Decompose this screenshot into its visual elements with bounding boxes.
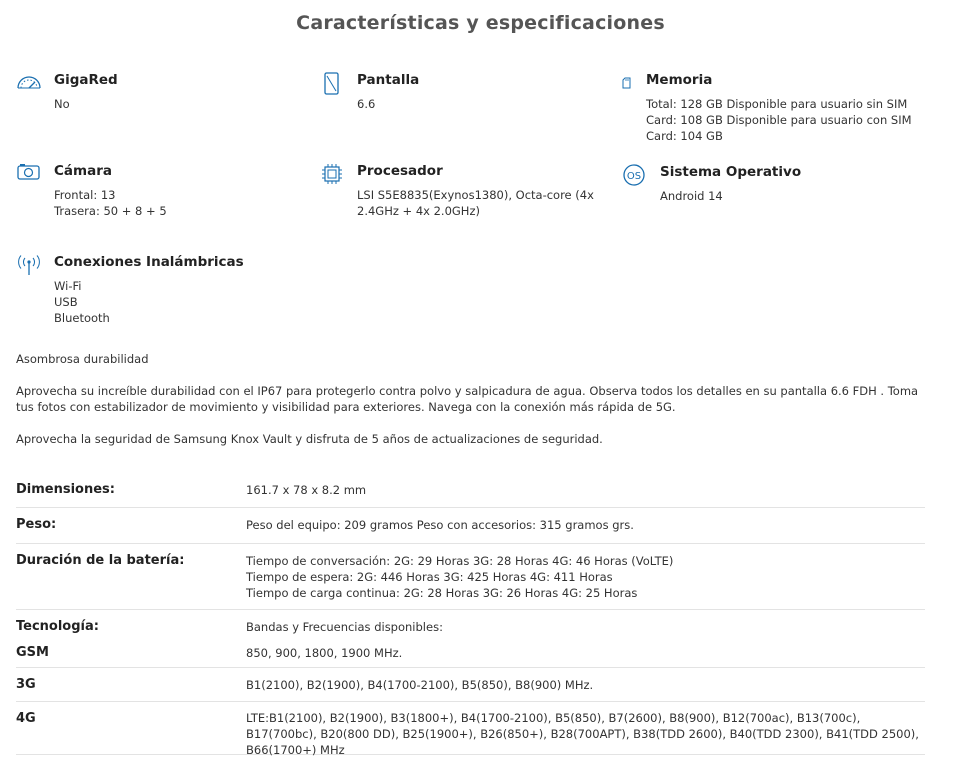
feature-value	[54, 96, 70, 112]
description-paragraph-2: Aprovecha la seguridad de Samsung Knox Vault y disfruta de 5 años de actualizaciones de seguridad.	[16, 432, 603, 446]
spec-row-4g	[16, 702, 925, 755]
spec-value-line: Tiempo de espera: 2G: 446 Horas 3G: 425 Horas 4G: 411 Horas	[246, 570, 613, 584]
spec-label: Dimensiones:	[16, 482, 115, 497]
feature-value-line: Card: 108 GB Disponible para usuario con SIM	[646, 113, 912, 127]
spec-value: Peso del equipo: 209 gramos Peso con accesorios: 315 gramos grs.	[246, 518, 634, 532]
chip-icon	[319, 163, 345, 185]
spec-label: Peso:	[16, 517, 57, 532]
svg-text:OS: OS	[626, 171, 642, 182]
spec-label-gsm: GSM	[16, 645, 49, 660]
feature-value	[357, 96, 375, 112]
specs-table	[16, 476, 925, 755]
feature-value-line: 2.4GHz + 4x 2.0GHz)	[357, 204, 480, 218]
spec-value: B1(2100), B2(1900), B4(1700-2100), B5(850), B8(900) MHz.	[246, 678, 594, 692]
antenna-icon	[16, 254, 42, 276]
camera-icon	[16, 163, 42, 185]
feature-value	[357, 187, 594, 219]
spec-value: 161.7 x 78 x 8.2 mm	[246, 483, 367, 497]
feature-value	[54, 187, 167, 219]
spec-row-3g	[16, 668, 925, 702]
feature-value-line: Wi-Fi	[54, 279, 82, 293]
spec-value-gsm: 850, 900, 1800, 1900 MHz.	[246, 646, 403, 660]
feature-value-line: No	[54, 97, 70, 111]
feature-value-line: Frontal: 13	[54, 188, 116, 202]
feature-name: Cámara	[54, 163, 112, 179]
feature-name: Memoria	[646, 72, 713, 88]
memory-card-icon	[608, 72, 634, 94]
feature-name: Procesador	[357, 163, 443, 179]
spec-value	[246, 553, 926, 601]
spec-row-dimensions	[16, 476, 925, 508]
spec-label: 4G	[16, 711, 36, 726]
spec-value: Bandas y Frecuencias disponibles:	[246, 620, 443, 634]
description-paragraph-1: Aprovecha su increíble durabilidad con el IP67 para protegerlo contra polvo y salpicadura de agua. Observa todos los detalles en su pantalla 6.6 FDH . Toma tus fotos con estabilizador de movimiento y visibilidad para exteriores. Navega con la conexión más rápida de 5G.	[16, 384, 919, 414]
spec-value: LTE:B1(2100), B2(1900), B3(1800+), B4(1700-2100), B5(850), B7(2600), B8(900), B12(700ac), B13(700c), B17(700bc), B20(800 DD), B25(1900+), B26(850+), B28(700APT), B38(TDD 2600), B40(TDD 2300), B41(TDD 2500), B66(1700+) MHz	[246, 711, 919, 757]
spec-label: Duración de la batería:	[16, 553, 185, 568]
os-icon	[622, 164, 648, 186]
spec-row-battery	[16, 544, 925, 610]
spec-row-technology	[16, 610, 925, 668]
feature-value-line: Total: 128 GB Disponible para usuario sin SIM	[646, 97, 908, 111]
feature-value-line: Bluetooth	[54, 311, 110, 325]
spec-row-weight	[16, 508, 925, 544]
feature-name: Sistema Operativo	[660, 164, 802, 180]
feature-value	[660, 188, 723, 204]
gauge-icon	[16, 72, 42, 94]
feature-value-line: LSI S5E8835(Exynos1380), Octa-core (4x	[357, 188, 594, 202]
spec-value-line: Tiempo de conversación: 2G: 29 Horas 3G: 28 Horas 4G: 46 Horas (VoLTE)	[246, 554, 674, 568]
feature-value	[646, 96, 912, 144]
phone-screen-icon	[319, 72, 345, 94]
feature-value-line: Card: 104 GB	[646, 129, 723, 143]
section-title: Características y especificaciones	[296, 12, 665, 34]
feature-name: Pantalla	[357, 72, 420, 88]
feature-value	[54, 278, 110, 326]
feature-value-line: Android 14	[660, 189, 723, 203]
feature-name: Conexiones Inalámbricas	[54, 254, 244, 270]
spec-label: 3G	[16, 677, 36, 692]
feature-value-line: Trasera: 50 + 8 + 5	[54, 204, 167, 218]
description-heading: Asombrosa durabilidad	[16, 352, 149, 366]
feature-value-line: 6.6	[357, 97, 376, 111]
feature-name: GigaRed	[54, 72, 118, 88]
spec-value-line: Tiempo de carga continua: 2G: 28 Horas 3G: 26 Horas 4G: 25 Horas	[246, 586, 638, 600]
spec-label: Tecnología:	[16, 619, 99, 634]
feature-value-line: USB	[54, 295, 78, 309]
